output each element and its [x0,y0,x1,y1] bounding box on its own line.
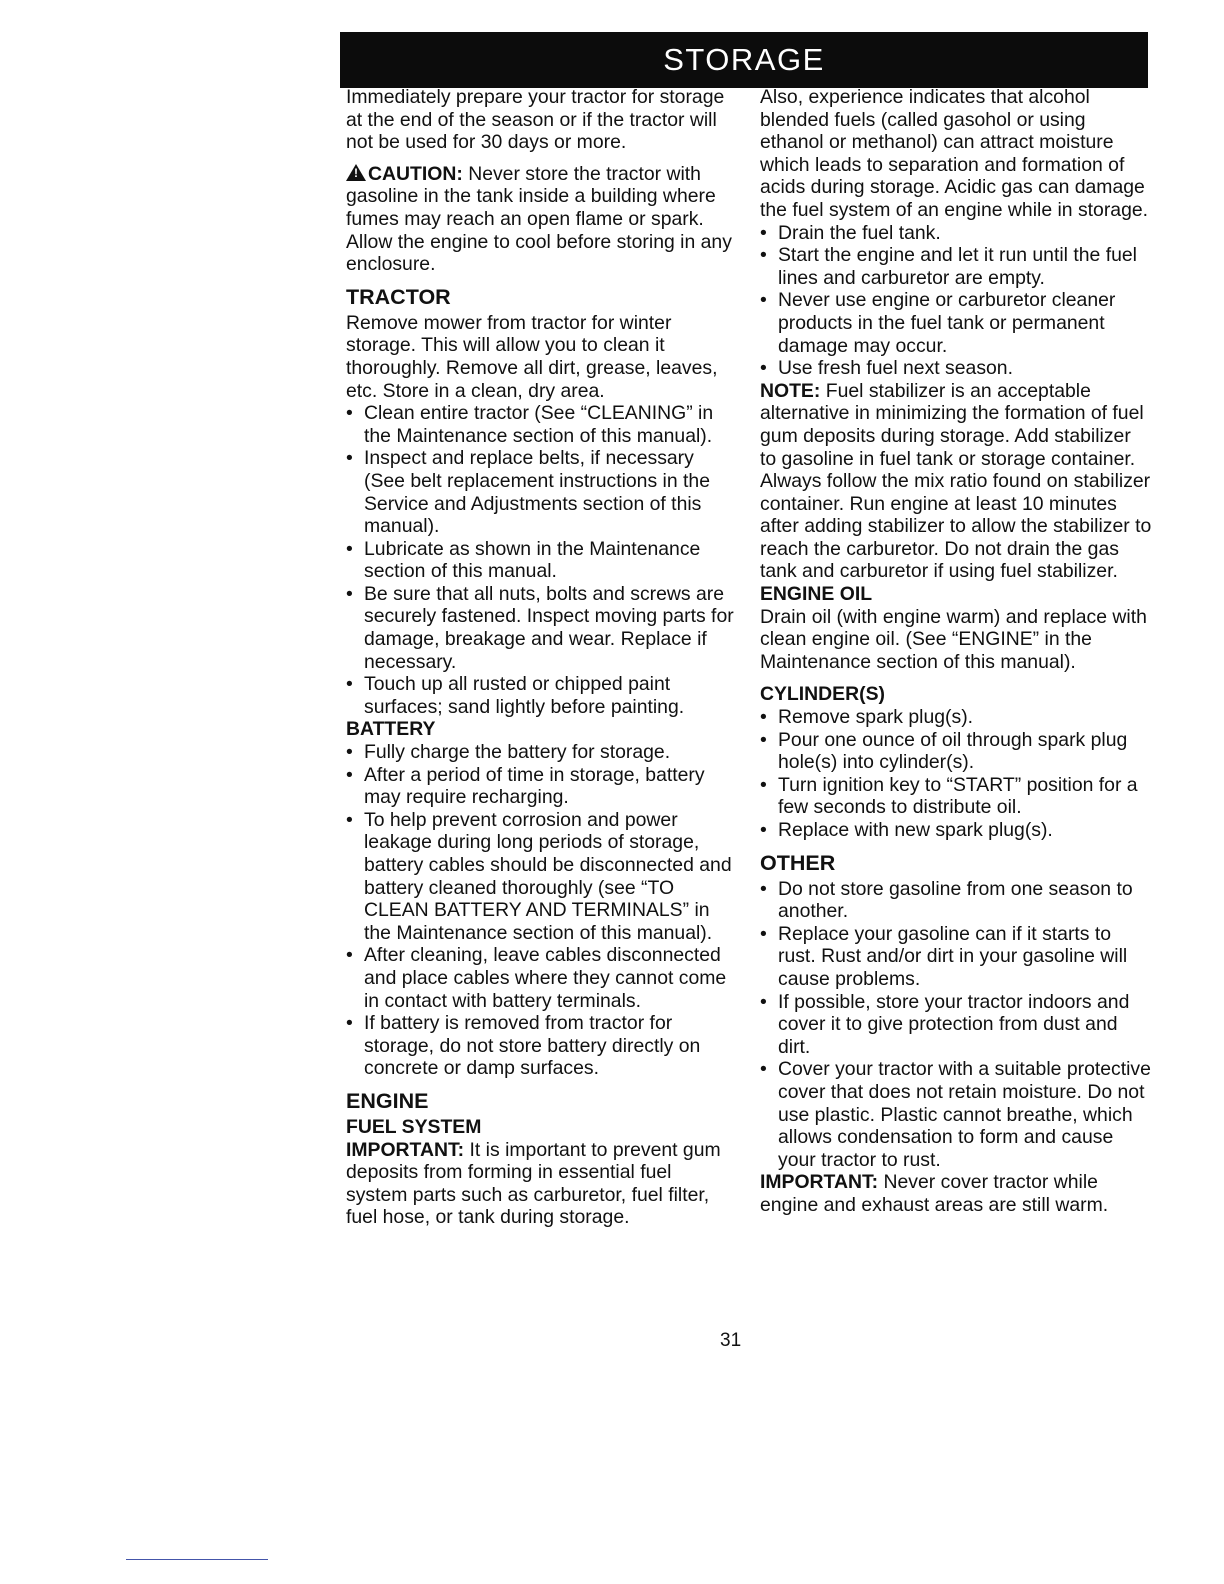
intro-paragraph: Immediately prepare your tractor for storage at the end of the season or if the tractor will not be used for 30 days or more. [346,86,725,154]
important-text: It is important to prevent gum deposits from forming in essential fuel system parts such as carburetor, fuel filter, fuel hose, or tank during storage. [346,1138,721,1229]
important-label: IMPORTANT: [346,1138,465,1161]
list-item: • Pour one ounce of oil through spark plug hole(s) into cylinder(s). [760,729,1152,774]
left-column [346,86,738,1229]
list-item: • Lubricate as shown in the Maintenance section of this manual. [346,538,738,583]
list-item: • To help prevent corrosion and power leakage during long periods of storage, battery cables should be disconnected and battery cleaned thoroughly (see “TO CLEAN BATTERY AND TERMINALS” in the Maintenance section of this manual). [346,809,738,945]
battery-heading: BATTERY [346,718,436,741]
tractor-paragraph: Remove mower from tractor for winter storage. This will allow you to clean it thoroughly. Remove all dirt, grease, leaves, etc. Store in a clean, dry area. [346,311,718,402]
list-item: • Drain the fuel tank. [760,222,1152,245]
list-item: • Do not store gasoline from one season to another. [760,878,1152,923]
cylinders-list [760,706,1152,842]
list-item: • Fully charge the battery for storage. [346,741,738,764]
note-text: Fuel stabilizer is an acceptable alternative in minimizing the formation of fuel gum deposits during storage. Add stabilizer to gasoline in fuel tank or storage container. Always follow the mix ratio found on stabilizer container. Run engine at least 10 minutes after adding stabilizer to allow the stabilizer to reach the carburetor. Do not drain the gas tank and carburetor if using fuel stabilizer. [760,379,1152,583]
other-important-paragraph [760,1171,1152,1216]
page-number: 31 [720,1330,742,1351]
warning-triangle-icon [346,164,367,181]
list-item: • After cleaning, leave cables disconnected and place cables where they cannot come in contact with battery terminals. [346,944,738,1012]
list-item: • Never use engine or carburetor cleaner products in the fuel tank or permanent damage may occur. [760,289,1152,357]
list-item: • After a period of time in storage, battery may require recharging. [346,764,738,809]
caution-paragraph [346,163,738,276]
list-item: • Touch up all rusted or chipped paint surfaces; sand lightly before painting. [346,673,738,718]
fuel-paragraph: Also, experience indicates that alcohol blended fuels (called gasohol or using ethanol or methanol) can attract moisture which leads to separation and formation of acids during storage. Acidic gas can damage the fuel system of an engine while in storage. [760,86,1149,221]
tractor-list [346,402,738,718]
list-item: • Turn ignition key to “START” position for a few seconds to distribute oil. [760,774,1152,819]
tractor-heading: TRACTOR [346,284,451,309]
list-item: • Clean entire tractor (See “CLEANING” in the Maintenance section of this manual). [346,402,738,447]
engine-oil-paragraph: Drain oil (with engine warm) and replace with clean engine oil. (See “ENGINE” in the Maintenance section of this manual). [760,605,1147,673]
list-item: • Replace with new spark plug(s). [760,819,1152,842]
list-item: • If possible, store your tractor indoors and cover it to give protection from dust and dirt. [760,991,1152,1059]
right-column [760,86,1152,1217]
note-label: NOTE: [760,379,821,402]
note-paragraph [760,380,1152,583]
list-item: • Cover your tractor with a suitable protective cover that does not retain moisture. Do not use plastic. Plastic cannot breathe, which allows condensation to form and cause your tractor to rust. [760,1058,1152,1171]
important-label: IMPORTANT: [760,1171,879,1194]
list-item: • Be sure that all nuts, bolts and screws are securely fastened. Inspect moving parts for damage, breakage and wear. Replace if necessary. [346,583,738,673]
caution-text: Never store the tractor with gasoline in the tank inside a building where fumes may reach an open flame or spark. Allow the engine to cool before storing in any enclosure. [346,162,732,276]
list-item: • If battery is removed from tractor for storage, do not store battery directly on concrete or damp surfaces. [346,1012,738,1080]
page-title: STORAGE [663,42,825,77]
other-list [760,878,1152,1172]
list-item: • Remove spark plug(s). [760,706,1152,729]
important-text: Never cover tractor while engine and exhaust areas are still warm. [760,1171,1109,1216]
list-item: • Inspect and replace belts, if necessary (See belt replacement instructions in the Service and Adjustments section of this manual). [346,447,738,537]
caution-label: CAUTION: [368,162,463,185]
list-item: • Start the engine and let it run until the fuel lines and carburetor are empty. [760,244,1152,289]
footer-rule [126,1559,268,1560]
engine-heading: ENGINE [346,1088,429,1113]
battery-list [346,741,738,1080]
fuel-system-heading: FUEL SYSTEM [346,1115,482,1138]
list-item: • Replace your gasoline can if it starts to rust. Rust and/or dirt in your gasoline will cause problems. [760,923,1152,991]
list-item: • Use fresh fuel next season. [760,357,1152,380]
fuel-important-paragraph [346,1139,738,1229]
engine-oil-heading: ENGINE OIL [760,583,873,606]
storage-banner [340,32,1148,88]
cylinders-heading: CYLINDER(S) [760,683,885,706]
fuel-list [760,222,1152,380]
other-heading: OTHER [760,850,836,875]
